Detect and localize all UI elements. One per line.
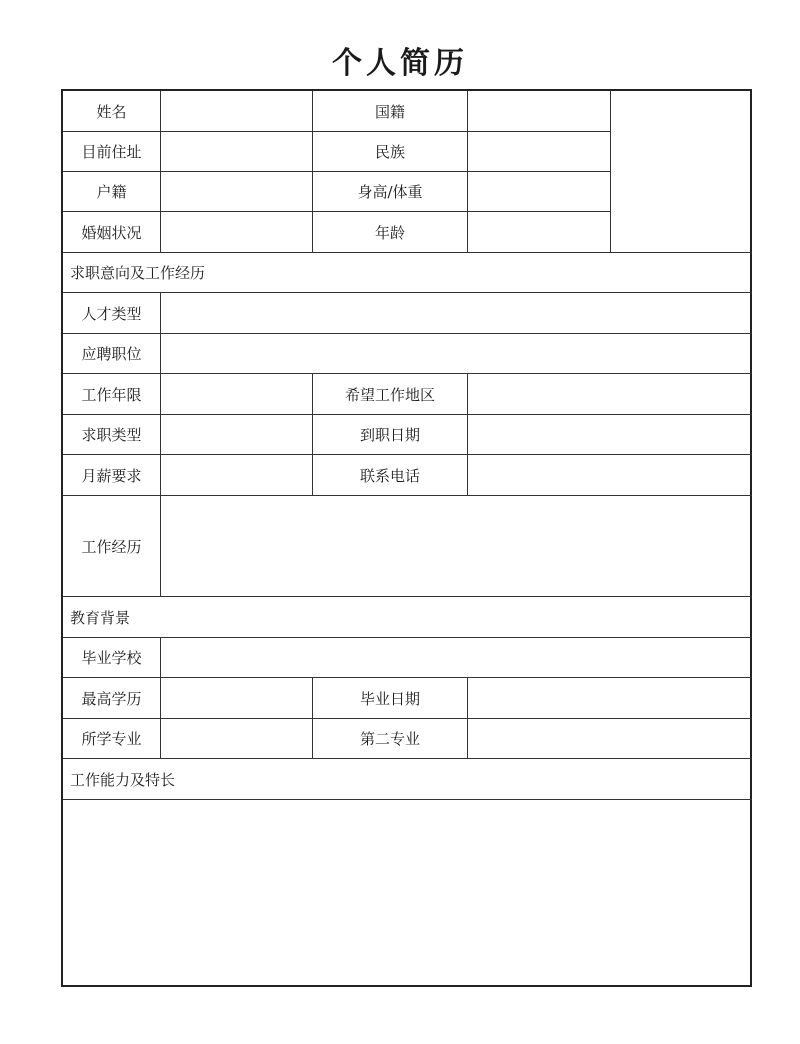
phone-field[interactable]: [468, 455, 752, 496]
marital-label: 婚姻状况: [63, 212, 161, 253]
school-field[interactable]: [161, 638, 752, 678]
job-type-field[interactable]: [161, 415, 313, 455]
name-field[interactable]: [161, 91, 313, 132]
grad-date-field[interactable]: [468, 678, 752, 719]
resume-form: [61, 89, 752, 987]
start-date-label: 到职日期: [313, 415, 468, 455]
height-weight-label: 身高/体重: [313, 172, 468, 212]
height-weight-field[interactable]: [468, 172, 611, 212]
position-field[interactable]: [161, 334, 752, 374]
address-field[interactable]: [161, 132, 313, 172]
experience-field[interactable]: [161, 496, 752, 597]
grad-date-label: 毕业日期: [313, 678, 468, 719]
start-date-field[interactable]: [468, 415, 752, 455]
age-label: 年龄: [313, 212, 468, 253]
work-years-field[interactable]: [161, 374, 313, 415]
major-field[interactable]: [161, 719, 313, 759]
desired-area-label: 希望工作地区: [313, 374, 468, 415]
nationality-field[interactable]: [468, 91, 611, 132]
address-label: 目前住址: [63, 132, 161, 172]
name-label: 姓名: [63, 91, 161, 132]
marital-field[interactable]: [161, 212, 313, 253]
job-type-label: 求职类型: [63, 415, 161, 455]
second-major-field[interactable]: [468, 719, 752, 759]
position-label: 应聘职位: [63, 334, 161, 374]
work-years-label: 工作年限: [63, 374, 161, 415]
school-label: 毕业学校: [63, 638, 161, 678]
photo-area[interactable]: [611, 91, 752, 253]
ethnicity-field[interactable]: [468, 132, 611, 172]
second-major-label: 第二专业: [313, 719, 468, 759]
nationality-label: 国籍: [313, 91, 468, 132]
salary-field[interactable]: [161, 455, 313, 496]
salary-label: 月薪要求: [63, 455, 161, 496]
education-section-header: 教育背景: [63, 597, 752, 638]
phone-label: 联系电话: [313, 455, 468, 496]
desired-area-field[interactable]: [468, 374, 752, 415]
page-title: 个人简历: [332, 46, 468, 81]
degree-label: 最高学历: [63, 678, 161, 719]
degree-field[interactable]: [161, 678, 313, 719]
experience-label: 工作经历: [63, 496, 161, 597]
hukou-field[interactable]: [161, 172, 313, 212]
skills-field[interactable]: [63, 800, 752, 985]
major-label: 所学专业: [63, 719, 161, 759]
talent-type-label: 人才类型: [63, 293, 161, 334]
ethnicity-label: 民族: [313, 132, 468, 172]
talent-type-field[interactable]: [161, 293, 752, 334]
age-field[interactable]: [468, 212, 611, 253]
job-section-header: 求职意向及工作经历: [63, 253, 752, 293]
hukou-label: 户籍: [63, 172, 161, 212]
skills-section-header: 工作能力及特长: [63, 759, 752, 800]
